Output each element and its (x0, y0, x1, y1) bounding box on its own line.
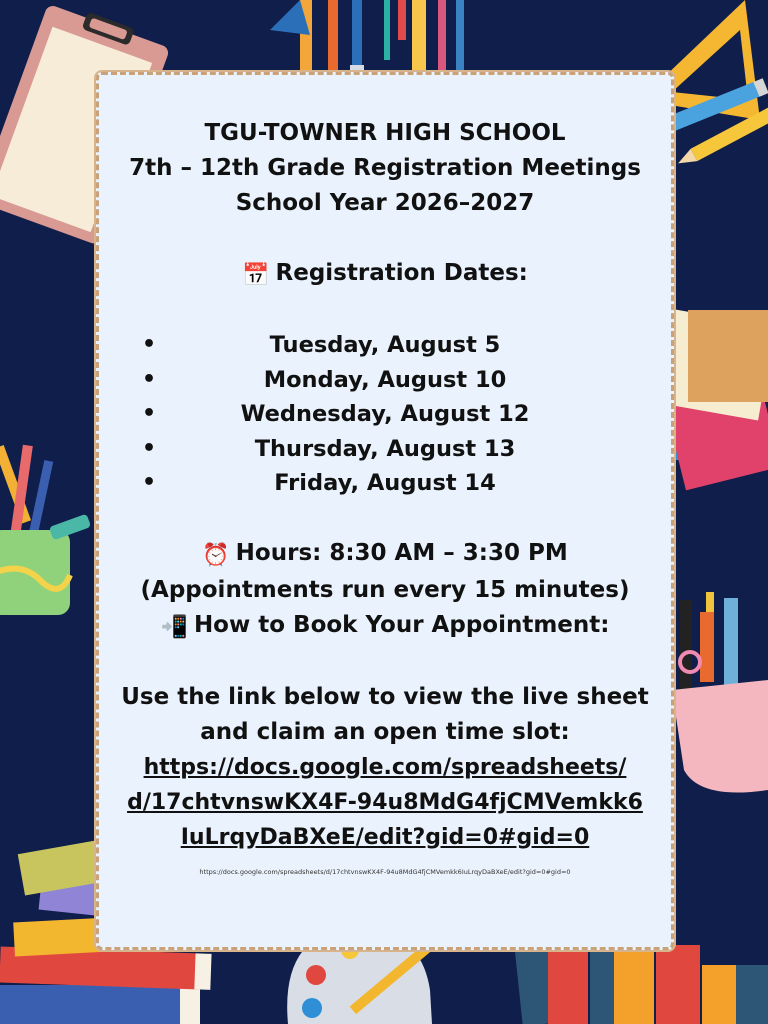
date-text: Tuesday, August 5 (269, 332, 501, 358)
booking-url-small[interactable]: https://docs.google.com/spreadsheets/d/17chtvnswKX4F-94u8MdG4fjCMVemkk6IuLrqyDaBXeE/edit?gid=0#gid=0 (199, 867, 571, 876)
hours-text: Hours: 8:30 AM – 3:30 PM (235, 539, 568, 566)
list-item (100, 432, 670, 467)
bullet-icon: • (142, 470, 157, 496)
booking-heading-text: How to Book Your Appointment: (193, 611, 610, 638)
booking-instructions-line-1: Use the link below to view the live sheet (121, 683, 649, 710)
date-text: Monday, August 10 (263, 366, 507, 393)
registration-heading (100, 256, 670, 293)
list-item (100, 397, 670, 432)
bullet-icon: • (142, 332, 157, 357)
list-item (100, 328, 670, 363)
bullet-icon: • (142, 366, 157, 392)
booking-instructions-line-2: and claim an open time slot: (200, 718, 570, 745)
list-item (100, 466, 670, 501)
booking-link-line-3[interactable]: IuLrqyDaBXeE/edit?gid=0#gid=0 (180, 824, 590, 850)
hours-line (100, 536, 670, 573)
booking-link-line-2[interactable]: d/17chtvnswKX4F-94u8MdG4fjCMVemkk6 (127, 789, 643, 815)
date-text: Thursday, August 13 (254, 435, 516, 462)
list-item (100, 363, 670, 398)
registration-heading-text: Registration Dates: (275, 260, 528, 286)
bullet-icon: • (142, 435, 157, 461)
mobile-phone-icon: 📲 (160, 614, 188, 640)
pencil-case-icon (0, 445, 91, 615)
booking-link-line-1[interactable]: https://docs.google.com/spreadsheets/ (143, 754, 627, 780)
calendar-icon: 📅 (242, 263, 270, 288)
event-title: 7th – 12th Grade Registration Meetings (129, 155, 641, 181)
booking-link[interactable] (100, 750, 670, 855)
date-text: Friday, August 14 (274, 470, 496, 497)
date-text: Wednesday, August 12 (240, 401, 530, 428)
school-name: TGU-TOWNER HIGH SCHOOL (204, 120, 566, 146)
alarm-clock-icon: ⏰ (202, 542, 230, 568)
booking-heading (100, 608, 670, 645)
school-year: School Year 2026–2027 (235, 190, 535, 216)
registration-dates-list (100, 328, 670, 501)
appointment-note: (Appointments run every 15 minutes) (140, 576, 630, 603)
announcement-content (100, 116, 670, 877)
bullet-icon: • (142, 401, 157, 427)
